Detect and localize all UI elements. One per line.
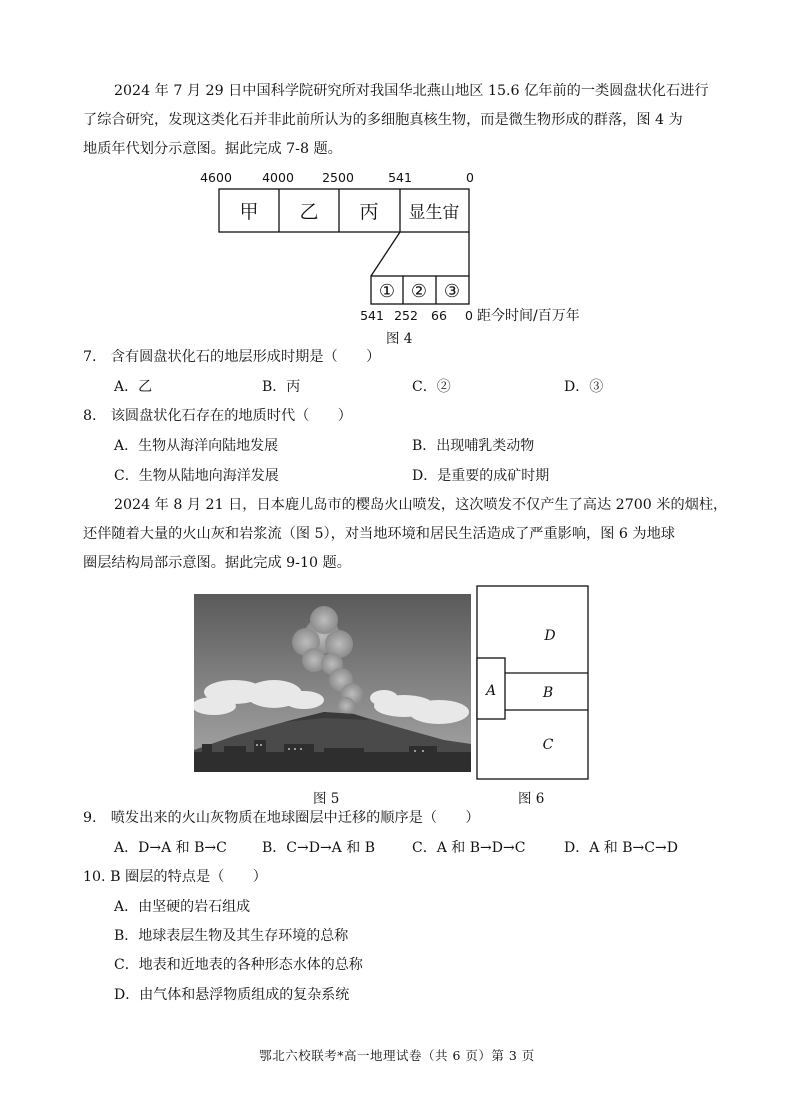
fig4-bottom-tick: 541 — [360, 308, 384, 323]
q10-option-b[interactable]: B．地球表层生物及其生存环境的总称 — [114, 928, 349, 944]
fig4-bottom-tick: 0 — [465, 308, 473, 323]
passage2-line1: 2024 年 8 月 21 日，日本鹿儿岛市的樱岛火山喷发，这次喷发不仅产生了高达 2700 米的烟柱， — [114, 497, 728, 513]
fig4-eon-label: 甲 — [239, 201, 259, 223]
figure4-timeline-diagram — [190, 168, 610, 328]
q10-stem: 10. B 圈层的特点是（ ） — [83, 869, 267, 885]
fig6-label-c: C — [542, 737, 554, 753]
fig4-era-label: ① — [378, 281, 396, 302]
fig4-eon-label: 乙 — [299, 201, 319, 223]
q9-option-d[interactable]: D．A 和 B→C→D — [564, 840, 678, 856]
fig6-label-d: D — [544, 628, 556, 644]
q8-option-b[interactable]: B．出现哺乳类动物 — [412, 438, 535, 454]
figure6-caption: 图 6 — [518, 791, 545, 807]
q9-option-b[interactable]: B．C→D→A 和 B — [262, 840, 375, 856]
q9-option-a[interactable]: A．D→A 和 B→C — [114, 840, 227, 856]
fig4-top-tick: 2500 — [322, 170, 354, 185]
q8-stem: 8. 该圆盘状化石存在的地质时代（ ） — [83, 408, 352, 424]
q7-option-d[interactable]: D．③ — [564, 379, 604, 395]
fig4-bottom-tick: 252 — [394, 308, 418, 323]
figure6-sphere-diagram — [476, 585, 590, 781]
fig4-era-label: ② — [410, 281, 428, 302]
fig4-eon-label: 丙 — [359, 201, 379, 223]
figure5-caption: 图 5 — [313, 791, 340, 807]
q10-option-d[interactable]: D．由气体和悬浮物质组成的复杂系统 — [114, 987, 350, 1003]
passage1-line3: 地质年代划分示意图。据此完成 7-8 题。 — [83, 141, 342, 157]
q7-option-a[interactable]: A．乙 — [114, 379, 153, 395]
fig4-top-tick: 541 — [388, 170, 412, 185]
q9-stem: 9. 喷发出来的火山灰物质在地球圈层中迁移的顺序是（ ） — [83, 810, 480, 826]
fig4-top-tick: 4600 — [200, 170, 232, 185]
fig6-label-b: B — [542, 685, 554, 701]
fig4-top-tick: 0 — [466, 170, 474, 185]
fig6-label-a: A — [485, 683, 497, 699]
q10-option-a[interactable]: A．由坚硬的岩石组成 — [114, 899, 251, 915]
fig4-bottom-tick: 66 — [431, 308, 447, 323]
passage1-line2: 了综合研究，发现这类化石并非此前所认为的多细胞真核生物，而是微生物形成的群落，图 4 为 — [83, 112, 683, 128]
figure4-caption: 图 4 — [386, 331, 413, 347]
fig4-axis-label: 距今时间/百万年 — [477, 308, 580, 324]
fig4-top-tick: 4000 — [262, 170, 294, 185]
passage2-line3: 圈层结构局部示意图。据此完成 9-10 题。 — [83, 555, 351, 571]
q9-option-c[interactable]: C．A 和 B→D→C — [412, 840, 526, 856]
passage2-line2: 还伴随着大量的火山灰和岩浆流（图 5），对当地环境和居民生活造成了严重影响，图 6 为地球 — [83, 526, 675, 542]
q8-option-a[interactable]: A．生物从海洋向陆地发展 — [114, 438, 279, 454]
fig4-era-label: ③ — [443, 281, 461, 302]
q8-option-c[interactable]: C．生物从陆地向海洋发展 — [114, 468, 279, 484]
passage1-line1: 2024 年 7 月 29 日中国科学院研究所对我国华北燕山地区 15.6 亿年前的一类圆盘状化石进行 — [114, 83, 709, 99]
q7-stem: 7. 含有圆盘状化石的地层形成时期是（ ） — [83, 349, 381, 365]
q10-option-c[interactable]: C．地表和近地表的各种形态水体的总称 — [114, 957, 363, 973]
q7-option-c[interactable]: C．② — [412, 379, 451, 395]
page-footer: 鄂北六校联考*高一地理试卷（共 6 页）第 3 页 — [259, 1048, 535, 1063]
q7-option-b[interactable]: B．丙 — [262, 379, 301, 395]
fig4-eon-label: 显生宙 — [408, 203, 460, 223]
q8-option-d[interactable]: D．是重要的成矿时期 — [412, 468, 550, 484]
figure5-volcano-photo — [194, 594, 471, 772]
